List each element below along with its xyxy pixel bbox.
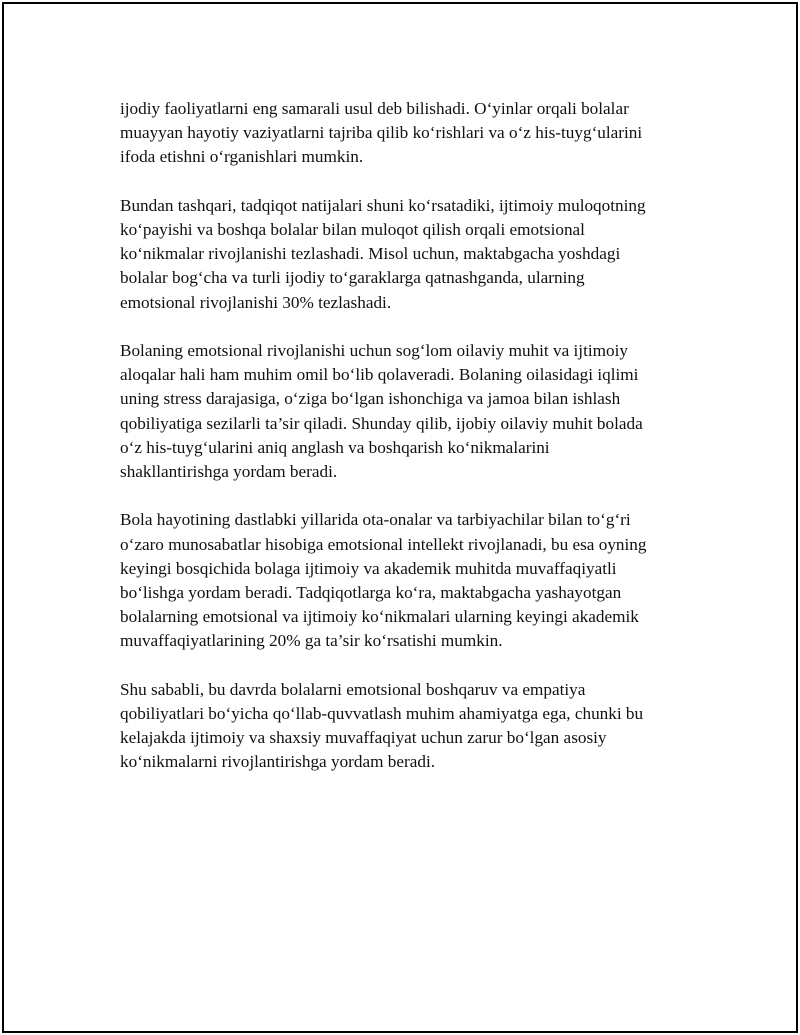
paragraph-3 — [120, 339, 700, 484]
text-line: Bola hayotining dastlabki yillarida ota-onalar va tarbiyachilar bilan to‘g‘ri — [120, 510, 631, 530]
text-line: ko‘payishi va boshqa bolalar bilan muloqot qilish orqali emotsional — [120, 220, 585, 239]
text-line: ko‘nikmalar rivojlanishi tezlashadi. Misol uchun, maktabgacha yoshdagi — [120, 244, 621, 264]
text-line: Bolaning emotsional rivojlanishi uchun sog‘lom oilaviy muhit va ijtimoiy — [120, 341, 628, 360]
text-line: ko‘nikmalarni rivojlantirishga yordam beradi. — [120, 752, 436, 772]
text-line: kelajakda ijtimoiy va shaxsiy muvaffaqiyat uchun zarur bo‘lgan asosiy — [120, 728, 607, 748]
text-line: bolalar bog‘cha va turli ijodiy to‘garaklarga qatnashganda, ularning — [120, 268, 585, 288]
text-line: aloqalar hali ham muhim omil bo‘lib qolaveradi. Bolaning oilasidagi iqlimi — [120, 365, 639, 385]
paragraph-4 — [120, 508, 700, 653]
text-line: qobiliyatiga sezilarli ta’sir qiladi. Shunday qilib, ijobiy oilaviy muhit bolada — [120, 413, 643, 433]
paragraph-1 — [120, 97, 700, 170]
paragraph-5 — [120, 678, 700, 775]
page-frame — [2, 2, 798, 1033]
text-line: keyingi bosqichida bolaga ijtimoiy va akademik muhitda muvaffaqiyatli — [120, 558, 617, 578]
text-line: emotsional rivojlanishi 30% tezlashadi. — [120, 292, 392, 312]
document-body — [120, 97, 700, 799]
text-line: bo‘lishga yordam beradi. Tadqiqotlarga ko‘ra, maktabgacha yashayotgan — [120, 583, 622, 603]
text-line: qobiliyatlari bo‘yicha qo‘llab-quvvatlash muhim ahamiyatga ega, chunki bu — [120, 704, 644, 724]
text-line: o‘z his-tuyg‘ularini aniq anglash va boshqarish ko‘nikmalarini — [120, 437, 550, 457]
text-line: shakllantirishga yordam beradi. — [120, 462, 338, 482]
text-line: bolalarning emotsional va ijtimoiy ko‘nikmalari ularning keyingi akademik — [120, 607, 639, 627]
text-line: ijodiy faoliyatlarni eng samarali usul deb bilishadi. O‘yinlar orqali bolalar — [120, 99, 629, 118]
paragraph-2 — [120, 194, 700, 315]
text-line: uning stress darajasiga, o‘ziga bo‘lgan ishonchiga va jamoa bilan ishlash — [120, 389, 621, 409]
text-line: Shu sababli, bu davrda bolalarni emotsional boshqaruv va empatiya — [120, 679, 586, 699]
text-line: ifoda etishni o‘rganishlari mumkin. — [120, 147, 364, 167]
text-line: muvaffaqiyatlarining 20% ga ta’sir ko‘rsatishi mumkin. — [120, 631, 503, 651]
text-line: o‘zaro munosabatlar hisobiga emotsional intellekt rivojlanadi, bu esa oyning — [120, 534, 647, 554]
text-line: Bundan tashqari, tadqiqot natijalari shuni ko‘rsatadiki, ijtimoiy muloqotning — [120, 195, 646, 215]
text-line: muayyan hayotiy vaziyatlarni tajriba qilib ko‘rishlari va o‘z his-tuyg‘ularini — [120, 123, 643, 143]
